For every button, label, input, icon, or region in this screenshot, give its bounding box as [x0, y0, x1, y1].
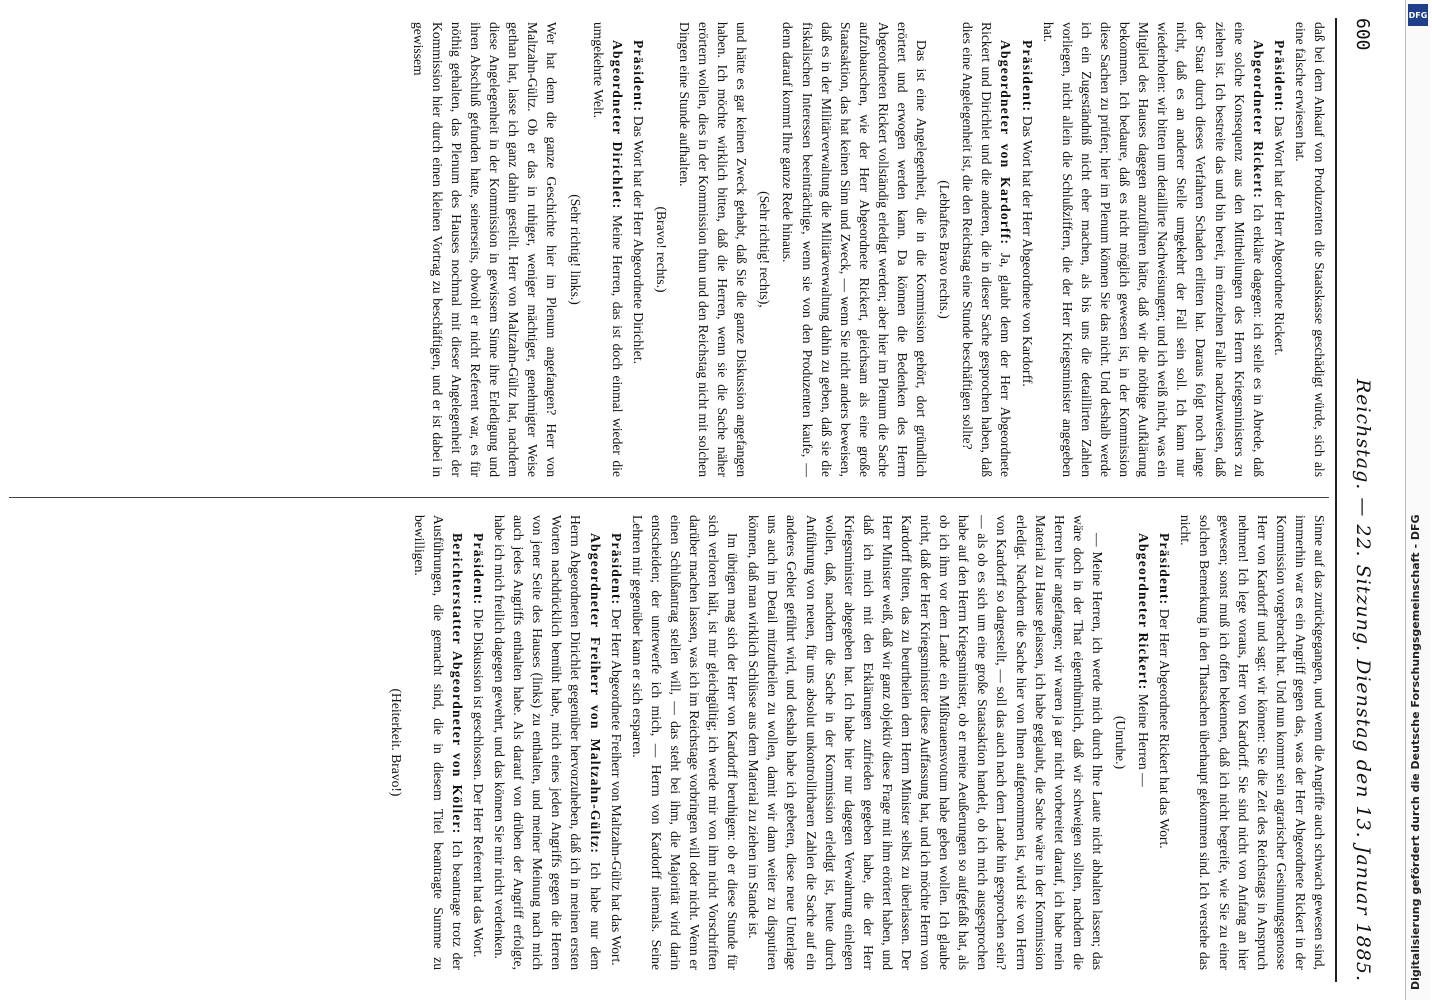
speaker-name: Abgeordneter von Kardorff: — [998, 40, 1014, 246]
page-number: 600 — [1352, 18, 1374, 51]
speech-paragraph — [1155, 515, 1174, 970]
speaker-name: Abgeordneter Rickert: — [1250, 40, 1266, 199]
speech-paragraph — [1039, 22, 1268, 477]
interjection: (Lebhaftes Bravo rechts.) — [937, 180, 953, 319]
speech-paragraph — [589, 22, 627, 477]
speech-text: Meine Herren — — [1136, 693, 1152, 787]
speaker-name: Präsident: — [470, 533, 486, 606]
text-column-left — [9, 22, 1329, 477]
text-paragraph: und hätte es gar keinen Zweck gehabt, daß Sie die ganze Diskussion angefangen haben. Ich möchte wirklich bitten, daß die Herren, wenn sie die Sache näher erörtern wollen, dies in der Kommission thun und den Reichstag nicht mit solchen Dingen eine Stunde aufhalten. — [677, 22, 750, 477]
speech-paragraph — [469, 515, 488, 970]
text-paragraph: daß bei dem Ankauf von Produzenten die Staatskasse geschädigt würde, sich als eine falsche erwiesen hat. — [1292, 22, 1327, 477]
digitization-credit-text: Digitalisierung gefördert durch die Deutsche Forschungsgemeinschaft - DFG — [1409, 514, 1422, 990]
speech-paragraph — [1018, 22, 1037, 477]
speaker-name: Abgeordneter Rickert: — [1136, 533, 1152, 691]
text-paragraph: — Meine Herren, ich werde mich durch Ihre Laute nicht abhalten lassen; das wäre doch in der That eigenthümlich, daß wir schweigen sollten, nachdem die Herren hier angefangen; wir waren ja gar nicht vorbereitet darauf, ich habe mein Material zu Hause gelassen, ich habe geglaubt, die Sache wäre in der Kommission erledigt. Nachdem die Sache hier von Ihnen aufgenommen ist, wird sie von Herrn von Kardorff so dargestellt, — soll das auch nach dem Lande hin gesprochen sein? — als ob es sich um eine große Staatsaktion handelt, ob ich mich ausgesprochen habe auf den Herrn Kriegsminister, ob er meine Aeußerungen so aufgefaßt hat, als ob ich ihm vor dem Lande ein Mißtrauensvotum habe geben wollen. Ich glaube nicht, daß der Herr Kriegsminister diese Auffassung hat, und ich möchte Herrn von Kardorff bitten, das zu beurtheilen dem Herrn Minister selbst zu überlassen. Der Herr Minister weiß, daß wir ganz objektiv diese Frage mit ihm erörtert haben, und daß ich mich mit den Erklärungen zufrieden gegeben habe, die der Herr Kriegsminister abgegeben hat. Ich habe hier nur dagegen Verwahrung einlegen wollen, daß, nachdem die Sache in der Kommission erledigt ist, heute durch Anführung von neuen, für uns absolut unkontrollirbaren Zahlen die Sache auf ein anderes Gebiet geführt wird, und deshalb habe ich gebeten, diese neue Unterlage uns auch im Detail mitzutheilen zu wollen, damit wir dann weiter zu disputiren können, daß man wirklich Schlüsse aus dem Material zu ziehen im Stande ist. — [746, 515, 1105, 970]
interjection: (Unruhe.) — [1113, 715, 1129, 770]
interjection: (Sehr richtig! links.) — [567, 194, 583, 305]
text-paragraph: Sinne auf das zurückgegangen, und wenn die Angriffe auch schwach gewesen sind, immerhin war es ein Angriff gegen das, was der Herr Abgeordnete Rickert in der Kommission vorgebracht hat. Und nun kommt sein agrarischer Gesinnungsgenosse Herr von Kardorff und sagt: wir können: Sie die Zeit des Reichstags in Anspruch nehmen! Ich lege voraus, Herr von Kardorff. Sie sind nicht von Anfang an hier gewesen; sonst muß ich offen bekennen, daß ich nicht begreife, wie Sie zu einer solchen Bemerkung in den Thatsachen überhaupt gekommen sind. Ich verstehe das nicht. — [1178, 515, 1327, 970]
speaker-name: Präsident: — [608, 533, 624, 606]
speaker-name: Abgeordneter Freiherr von Maltzahn-Gültz: — [587, 533, 603, 855]
speech-text: Der Herr Abgeordnete Rickert hat das Wort. — [1157, 608, 1173, 849]
speech-text: Das Wort hat der Herr Abgeordnete Rickert. — [1271, 115, 1287, 356]
digitization-credit — [1405, 0, 1430, 1000]
speech-paragraph — [490, 515, 605, 970]
speech-text: Ich erkläre dagegen: ich stelle es in Abrede, daß eine solche Konsequenz aus den Mittheilungen des Herrn Kriegsministers zu ziehen ist. Ich bestreite das und bin bereit, im einzelnen Falle nachzuweisen, daß der Staat durch dieses Verfahren Schaden erlitten hat. Daraus folgt noch lange nicht, daß es an anderer Stelle umgekehrt der Fall sein soll. Ich kann nur wiederholen: wir bitten um detaillirte Nachweisungen; und ich weiß nicht, was ein Mitglied des Hauses dagegen anzuführen hätte, daß wir die nöthige Aufklärung bekommen. Ich bedaure, daß es nicht möglich gewesen ist, in der Kommission diese Sachen zu prüfen; hier im Plenum können Sie das nicht. Und deshalb werde ich ein Zugeständniß nicht eher machen, als bis uns die detaillirten Zahlen vorliegen, nicht allein die Schlußziffern, die der Herr Kriegsminister angegeben hat. — [1040, 22, 1266, 477]
speech-text: Ich beantrage trotz der Ausführungen, die gemacht sind, die in diesem Titel beantragte Summe zu bewilligen. — [411, 515, 465, 970]
speech-paragraph — [958, 22, 1015, 477]
page-header — [1335, 18, 1389, 982]
interjection: (Sehr richtig! rechts), — [757, 191, 773, 308]
speaker-name: Abgeordneter Dirichlet: — [609, 40, 625, 210]
text-paragraph: Wer hat denn die ganze Geschichte hier im Plenum angefangen? Herr von Maltzahn-Gültz. Ob er das in ruhiger, weniger mächtiger, genehmigter Weise gethan hat, lasse ich ganz dahin gestellt. Herr von Maltzahn-Gültz hat, nachdem diese Angelegenheit in der Kommission in gewissem Sinne ihre Erledigung und ihren Abschluß gefunden hatte, seinerseits, obwohl er nicht Referent war, es für nöthig gehalten, das Plenum des Hauses nochmal mit dieser Angelegenheit der Kommission hier durch einen kleinen Vortrag zu beschäftigen, und er ist dabei in gewissem — [410, 22, 560, 477]
speaker-name: Präsident: — [1019, 40, 1035, 113]
speech-paragraph — [1134, 515, 1153, 970]
speech-text: Ich habe nur dem Herrn Abgeordneten Dirichlet gegenüber hervorzuheben, daß ich in meinen ersten Worten nachdrücklich bemüht habe, mich eines jeden Angriffs gegen die Herren von jener Seite des Hauses (links) zu enthalten, und meiner Meinung nach mich auch jedes Angriffs enthalten habe. Als darauf von drüben der Angriff erfolgte, habe ich mich freilich dagegen gewehrt, und das können Sie mir nicht verdenken. — [492, 515, 603, 970]
text-paragraph: Das ist eine Angelegenheit, die in die Kommission gehört, dort gründlich erörtert und erwogen werden kann. Da können die Bedenken des Herrn Abgeordneten Rickert vollständig erledigt werden; aber hier im Plenum die Sache aufzubauschen, wie der Herr Abgeordnete Rickert, gleichsam als eine große Staatsaktion, das hat keinen Sinn und Zweck, — wenn Sie nicht anders beweisen, daß es in der Militärverwaltung die Militärverwaltung dahin zu geben, daß sie die fiskalischen Interessen beeinträchtige, wenn sie von den Produzenten kaufe, — denn darauf kommt Ihre ganze Rede hinaus. — [780, 22, 930, 477]
text-column-right — [9, 515, 1329, 970]
speech-paragraph — [1270, 22, 1289, 477]
interjection: (Heiterkeit. Bravo!) — [388, 688, 404, 797]
speaker-name: Präsident: — [1157, 533, 1173, 606]
speech-text: Ja, glaubt denn der Herr Abgeordnete Rickert und Dirichlet und die anderen, die in dieser Sache gesprochen haben, daß dies eine Angelegenheit ist, die den Reichstag eine Stunde beschäftigen sollte? — [960, 22, 1014, 477]
speech-text: Das Wort hat der Herr Abgeordnete Dirichlet. — [630, 115, 646, 364]
speech-paragraph — [607, 515, 626, 970]
speaker-name: Präsident: — [1271, 40, 1287, 113]
column-divider — [9, 497, 1329, 498]
speech-text: Der Herr Abgeordnete Freiherr von Maltzahn-Gültz hat das Wort. — [608, 608, 624, 966]
speaker-name: Berichterstatter Abgeordneter von Köller: — [449, 533, 465, 835]
speech-text: Das Wort hat der Herr Abgeordnete von Kardorff. — [1019, 115, 1035, 387]
dfg-logo: DFG — [1408, 4, 1428, 26]
speech-paragraph — [629, 22, 648, 477]
running-title: Reichstag. — 22. Sitzung. Dienstag den 13. Januar 1885. — [1352, 378, 1374, 982]
speech-text: Die Diskussion ist geschlossen. Der Herr Referent hat das Wort. — [470, 608, 486, 958]
speech-text: Meine Herren, das ist doch einmal wieder die umgekehrte Welt. — [590, 22, 625, 477]
text-paragraph: Im übrigen mag sich der Herr von Kardorff beruhigen: ob er diese Stunde für sich verloren hält, ist mir gleichgültig; ich werde mir von ihm nicht Vorschriften darüber machen lassen, was ich im Reichstage vorbringen will oder nicht. Wenn er einen Schlußantrag stellen will, — das steht bei ihm, die Majorität wird darin entscheiden; der unterwerfe ich mich, — Herrn von Kardorff niemals. Seine Lehren mir gegenüber kann er sich ersparen. — [629, 515, 741, 970]
interjection: (Bravo! rechts.) — [653, 206, 669, 293]
speaker-name: Präsident: — [630, 40, 646, 113]
speech-paragraph — [410, 515, 467, 970]
